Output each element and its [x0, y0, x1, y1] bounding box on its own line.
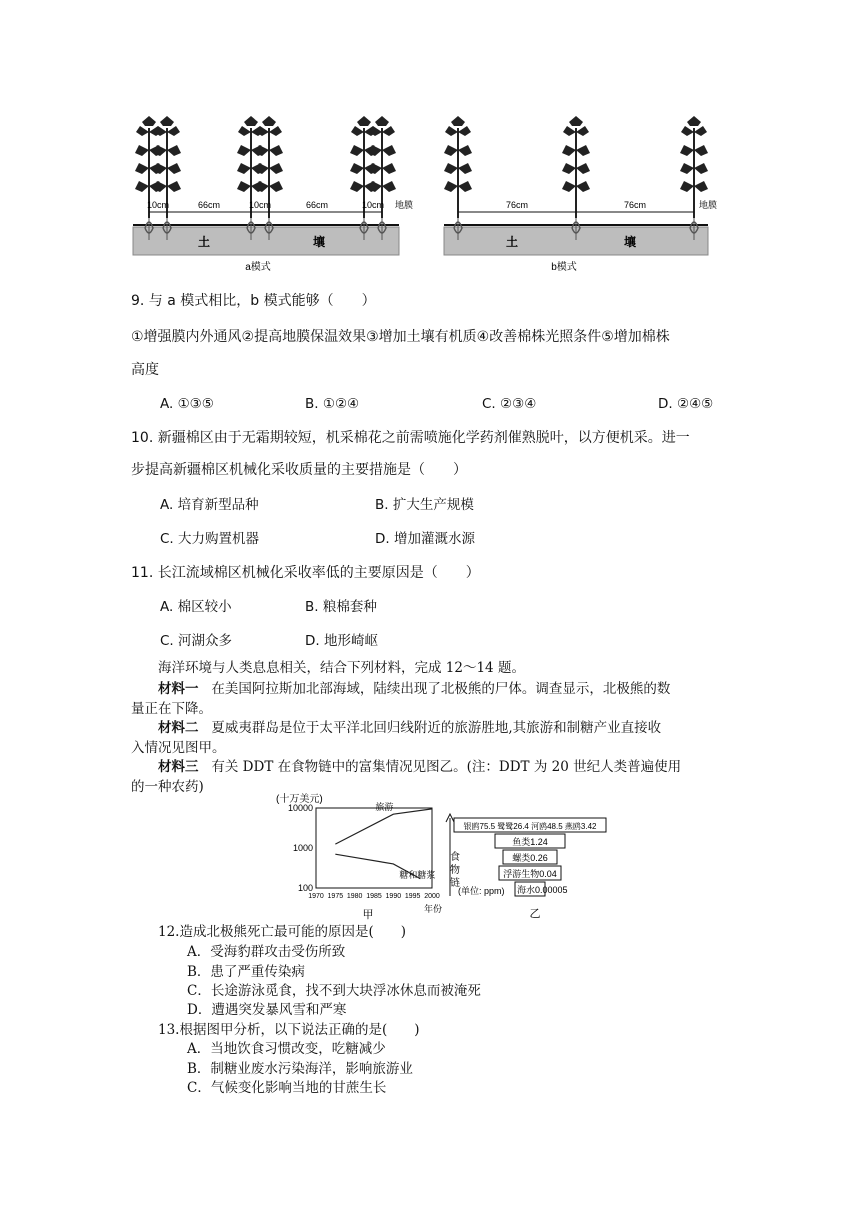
x-tick-label: 1985 — [366, 893, 382, 900]
cotton-plant-icon — [562, 116, 590, 240]
soil-label: 壤 — [624, 235, 637, 249]
soil-label: 土 — [198, 235, 211, 249]
q12-stem: 12.造成北极熊死亡最可能的原因是( ) — [158, 924, 407, 940]
chart-yi-unit: (单位: ppm) — [458, 886, 505, 896]
y-tick-label: 10000 — [287, 803, 313, 813]
q12-option-b[interactable]: B．患了严重传染病 — [187, 964, 305, 980]
q11-option-a[interactable]: A. 棉区较小 — [160, 599, 232, 615]
q10-stem-cont: 步提高新疆棉区机械化采收质量的主要措施是（ ） — [131, 462, 467, 478]
series-label: 旅游 — [375, 802, 394, 813]
q10-option-d[interactable]: D. 增加灌溉水源 — [375, 531, 475, 547]
material-3-label: 材料三 — [158, 759, 199, 775]
x-tick-label: 1970 — [308, 893, 324, 900]
spacing-label: 10cm — [146, 200, 170, 210]
chart-yi — [438, 810, 618, 920]
film-label: 地膜 — [699, 200, 718, 210]
q11-option-b[interactable]: B. 粮棉套种 — [305, 599, 377, 615]
mode-b-caption: b模式 — [551, 262, 577, 273]
section-intro: 海洋环境与人类息息相关，结合下列材料，完成 12～14 题。 — [158, 660, 525, 676]
q9-option-b[interactable]: B. ①②④ — [305, 396, 360, 412]
q9-statements: ①增强膜内外通风②提高地膜保温效果③增加土壤有机质④改善棉株光照条件⑤增加棉株 — [131, 329, 670, 345]
y-tick-label: 100 — [297, 883, 313, 893]
soil-label: 壤 — [313, 235, 326, 249]
spacing-label: 10cm — [248, 200, 272, 210]
food-chain-level-label: 银鸥75.5 鹭鹭26.4 河鸥48.5 燕鸥3.42 — [463, 822, 597, 831]
q12-option-a[interactable]: A．受海豹群攻击受伤所致 — [187, 944, 346, 960]
x-tick-label: 1975 — [327, 893, 344, 900]
film-label: 地膜 — [395, 200, 414, 210]
chart-yi-axis-label — [450, 850, 463, 889]
spacing-label: 76cm — [505, 200, 529, 210]
food-chain-level-label: 螺类0.26 — [512, 853, 548, 863]
material-1 — [158, 679, 670, 699]
soil-label: 土 — [506, 235, 519, 249]
food-chain-level-label: 鱼类1.24 — [512, 837, 548, 847]
q9-option-d[interactable]: D. ②④⑤ — [658, 396, 714, 412]
axis-char-1: 食 — [450, 852, 460, 863]
q11-stem: 11. 长江流域棉区机械化采收率低的主要原因是（ ） — [131, 565, 480, 581]
q13-option-b[interactable]: B．制糖业废水污染海洋，影响旅游业 — [187, 1061, 413, 1077]
spacing-label: 76cm — [623, 200, 647, 210]
series-label: 糖和糖浆 — [399, 869, 436, 880]
x-tick-label: 2000 — [424, 893, 440, 900]
x-tick-label: 1995 — [404, 893, 421, 900]
material-3-text: 有关 DDT 在食物链中的富集情况见图乙。(注：DDT 为 20 世纪人类普遍使用 — [211, 759, 682, 775]
q10-option-a[interactable]: A. 培育新型品种 — [160, 497, 259, 513]
cotton-mode-figure — [128, 112, 728, 277]
q9-option-a[interactable]: A. ①③⑤ — [160, 396, 214, 412]
axis-char-2: 物 — [450, 865, 460, 876]
material-2 — [158, 718, 661, 738]
chart-jia — [272, 790, 452, 920]
y-tick-label: 1000 — [292, 843, 313, 853]
material-2-text-cont: 入情况见图甲。 — [131, 740, 226, 756]
mode-a-diagram — [133, 116, 413, 273]
q10-option-c[interactable]: C. 大力购置机器 — [160, 531, 260, 547]
q13-stem: 13.根据图甲分析，以下说法正确的是( ) — [158, 1022, 420, 1038]
food-chain-level-label: 海水0.00005 — [517, 885, 568, 895]
spacing-label: 10cm — [361, 200, 385, 210]
q13-option-a[interactable]: A．当地饮食习惯改变，吃糖减少 — [187, 1041, 386, 1057]
cotton-plant-icon — [680, 116, 708, 240]
chart-jia-caption: 甲 — [362, 909, 374, 920]
spacing-label: 66cm — [197, 200, 221, 210]
mode-a-caption: a模式 — [245, 262, 271, 273]
spacing-label: 66cm — [305, 200, 329, 210]
q9-option-c[interactable]: C. ②③④ — [482, 396, 537, 412]
q9-statements-cont: 高度 — [131, 362, 159, 378]
material-1-text: 在美国阿拉斯加北部海域，陆续出现了北极熊的尸体。调查显示，北极熊的数 — [211, 681, 671, 697]
chart-yi-caption: 乙 — [529, 908, 541, 920]
q13-option-c[interactable]: C．气候变化影响当地的甘蔗生长 — [187, 1080, 387, 1096]
q11-option-d[interactable]: D. 地形崎岖 — [305, 633, 378, 649]
material-2-label: 材料二 — [158, 720, 199, 736]
q12-option-d[interactable]: D．遭遇突发暴风雪和严寒 — [187, 1002, 347, 1018]
material-1-label: 材料一 — [158, 681, 199, 697]
material-2-text: 夏威夷群岛是位于太平洋北回归线附近的旅游胜地,其旅游和制糖产业直接收 — [211, 720, 662, 736]
q9-stem: 9. 与 a 模式相比，b 模式能够（ ） — [131, 293, 376, 309]
q11-option-c[interactable]: C. 河湖众多 — [160, 633, 233, 649]
x-tick-label: 1980 — [346, 893, 363, 900]
chart-jia-ylabel: (十万美元) — [276, 794, 323, 805]
mode-b-diagram — [444, 116, 717, 273]
material-3 — [158, 757, 681, 777]
material-1-text-cont: 量正在下降。 — [131, 701, 212, 717]
q10-stem: 10. 新疆棉区由于无霜期较短，机采棉花之前需喷施化学药剂催熟脱叶，以方便机采。进一 — [131, 430, 690, 446]
x-tick-label: 1990 — [385, 893, 402, 900]
axis-char-3: 链 — [450, 878, 460, 889]
food-chain-level-label: 浮游生物0.04 — [503, 869, 557, 879]
q12-option-c[interactable]: C．长途游泳觅食，找不到大块浮冰休息而被淹死 — [187, 983, 481, 999]
q10-option-b[interactable]: B. 扩大生产规模 — [375, 497, 474, 513]
chart-jia-xlabel: 年份 — [424, 904, 443, 914]
material-3-text-cont: 的一种农药) — [131, 779, 204, 795]
cotton-plant-icon — [444, 116, 472, 240]
